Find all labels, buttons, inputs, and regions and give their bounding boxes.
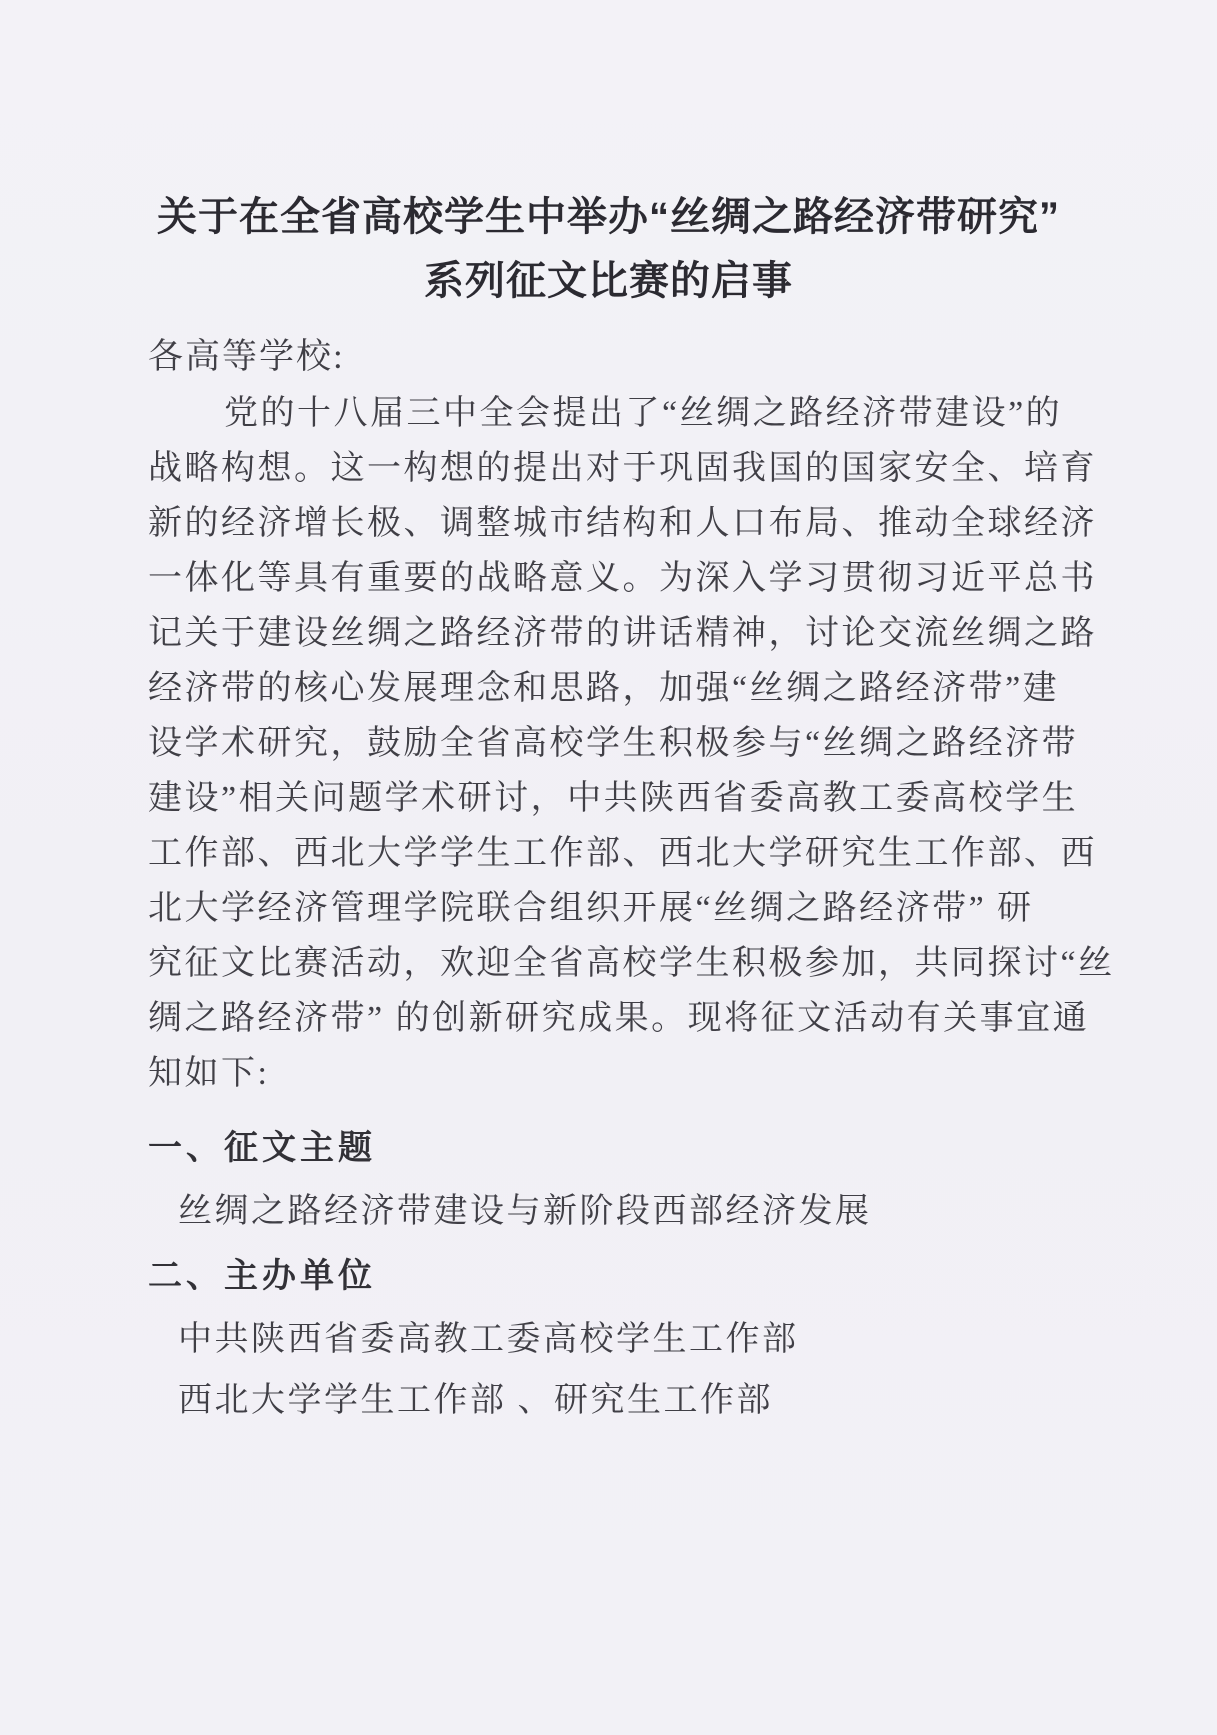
section-item-essay-theme: 丝绸之路经济带建设与新阶段西部经济发展 — [178, 1193, 872, 1230]
paragraph-line: 记关于建设丝绸之路经济带的讲话精神，讨论交流丝绸之路 — [148, 615, 1097, 652]
document-title-line-2: 系列征文比赛的启事 — [424, 259, 793, 303]
section-item-organizer-1: 中共陕西省委高教工委高校学生工作部 — [178, 1321, 799, 1358]
salutation: 各高等学校: — [148, 337, 345, 376]
paragraph-line: 经济带的核心发展理念和思路，加强“丝绸之路经济带”建 — [148, 670, 1060, 707]
paragraph-line: 党的十八届三中全会提出了“丝绸之路经济带建设”的 — [224, 395, 1063, 432]
paragraph-line: 究征文比赛活动，欢迎全省高校学生积极参加，共同探讨“丝 — [148, 945, 1115, 982]
paragraph-line: 战略构想。这一构想的提出对于巩固我国的国家安全、培育 — [148, 450, 1097, 487]
paragraph-line: 绸之路经济带” 的创新研究成果。现将征文活动有关事宜通 — [148, 1000, 1090, 1037]
paragraph-line: 一体化等具有重要的战略意义。为深入学习贯彻习近平总书 — [148, 560, 1097, 597]
paragraph-line: 工作部、西北大学学生工作部、西北大学研究生工作部、西 — [148, 835, 1097, 872]
body-paragraph — [148, 386, 1115, 1101]
paragraph-line: 建设”相关问题学术研讨，中共陕西省委高教工委高校学生 — [148, 780, 1079, 817]
paragraph-line: 新的经济增长极、调整城市结构和人口布局、推动全球经济 — [148, 505, 1097, 542]
document-title-line-1: 关于在全省高校学生中举办“丝绸之路经济带研究” — [157, 195, 1060, 239]
paragraph-line: 北大学经济管理学院联合组织开展“丝绸之路经济带” 研 — [148, 890, 1034, 927]
section-heading-organizers: 二、主办单位 — [148, 1257, 376, 1295]
section-item-organizer-2: 西北大学学生工作部 、研究生工作部 — [178, 1382, 773, 1419]
paragraph-line: 设学术研究，鼓励全省高校学生积极参与“丝绸之路经济带 — [148, 725, 1079, 762]
document-title — [148, 0, 1069, 313]
section-heading-essay-theme: 一、征文主题 — [148, 1129, 376, 1167]
paragraph-line: 知如下: — [148, 1055, 270, 1092]
